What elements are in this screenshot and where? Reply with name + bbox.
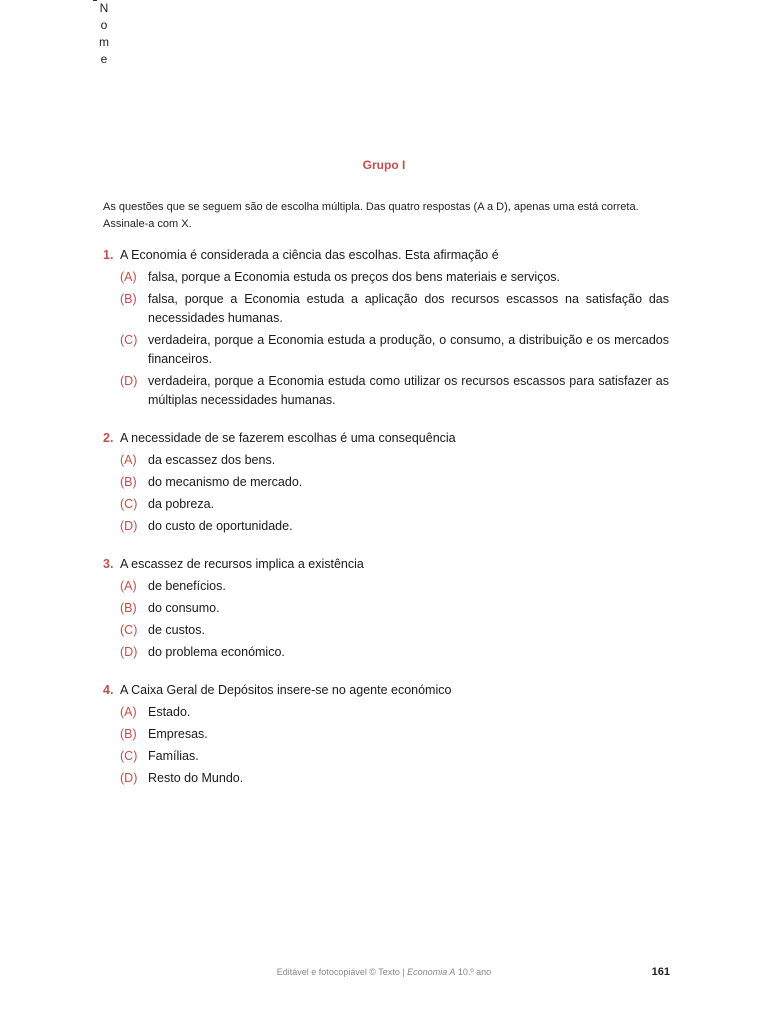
option-d[interactable] (103, 769, 669, 788)
option-letter: (D) (120, 771, 138, 785)
option-b[interactable] (103, 599, 669, 618)
question-number: 2. (103, 431, 114, 445)
option-c[interactable] (103, 621, 669, 640)
question-text: A Economia é considerada a ciência das escolhas. Esta afirmação é (120, 248, 499, 262)
option-letter: (D) (120, 374, 138, 388)
option-text: do mecanismo de mercado. (148, 475, 303, 489)
option-letter: (B) (120, 727, 137, 741)
question-number: 4. (103, 683, 114, 697)
option-text: da pobreza. (148, 497, 215, 511)
question-number: 3. (103, 557, 114, 571)
option-letter: (C) (120, 623, 138, 637)
name-letter: e (100, 52, 108, 66)
option-a[interactable] (103, 268, 669, 287)
option-text: do custo de oportunidade. (148, 519, 293, 533)
option-text: falsa, porque a Economia estuda os preços dos bens materiais e serviços. (148, 270, 561, 284)
option-a[interactable] (103, 451, 669, 470)
instructions: As questões que se seguem são de escolha múltipla. Das quatro respostas (A a D), apenas uma está correta. Assinale-a com X. (103, 201, 639, 230)
name-letter: o (100, 18, 108, 32)
option-text: Empresas. (148, 727, 208, 741)
option-text: Estado. (148, 705, 191, 719)
option-text: da escassez dos bens. (148, 453, 276, 467)
option-b[interactable] (103, 290, 669, 328)
option-text: verdadeira, porque a Economia estuda como utilizar os recursos escassos para satisfazer as múltiplas necessidades humanas. (148, 374, 669, 407)
question-text: A necessidade de se fazerem escolhas é uma consequência (120, 431, 456, 445)
footer-suffix: 10.º ano (455, 967, 492, 977)
option-a[interactable] (103, 703, 669, 722)
question-number: 1. (103, 248, 114, 262)
option-text: Resto do Mundo. (148, 771, 244, 785)
option-letter: (A) (120, 270, 137, 284)
question-list (103, 246, 669, 807)
option-d[interactable] (103, 372, 669, 410)
option-text: verdadeira, porque a Economia estuda a produção, o consumo, a distribuição e os mercados financeiros. (148, 333, 669, 366)
footer-prefix: Editável e fotocopiável © Texto | (276, 967, 408, 977)
question-1 (103, 246, 669, 410)
option-text: do problema económico. (148, 645, 285, 659)
option-letter: (A) (120, 705, 137, 719)
option-b[interactable] (103, 725, 669, 744)
option-letter: (C) (120, 749, 138, 763)
option-text: de custos. (148, 623, 205, 637)
option-text: falsa, porque a Economia estuda a aplicação dos recursos escassos na satisfação das necessidades humanas. (148, 292, 669, 325)
group-title: Grupo I (362, 158, 406, 172)
name-letter: m (99, 35, 109, 49)
option-c[interactable] (103, 331, 669, 369)
option-d[interactable] (103, 517, 669, 536)
name-letter: N (99, 1, 109, 15)
option-d[interactable] (103, 643, 669, 662)
question-4 (103, 681, 669, 788)
option-text: de benefícios. (148, 579, 226, 593)
footer-book-title: Economia A (407, 967, 456, 977)
option-text: Famílias. (148, 749, 199, 763)
option-text: do consumo. (148, 601, 220, 615)
option-c[interactable] (103, 747, 669, 766)
option-letter: (C) (120, 497, 138, 511)
option-letter: (C) (120, 333, 138, 347)
question-3 (103, 555, 669, 662)
question-2 (103, 429, 669, 536)
name-label (97, 0, 111, 68)
question-text: A escassez de recursos implica a existência (120, 557, 364, 571)
option-letter: (D) (120, 645, 138, 659)
option-letter: (B) (120, 292, 137, 306)
option-b[interactable] (103, 473, 669, 492)
option-letter: (D) (120, 519, 138, 533)
option-a[interactable] (103, 577, 669, 596)
option-letter: (B) (120, 601, 137, 615)
option-letter: (A) (120, 579, 137, 593)
question-text: A Caixa Geral de Depósitos insere-se no agente económico (120, 683, 452, 697)
option-c[interactable] (103, 495, 669, 514)
page-number: 161 (651, 966, 670, 978)
option-letter: (B) (120, 475, 137, 489)
option-letter: (A) (120, 453, 137, 467)
